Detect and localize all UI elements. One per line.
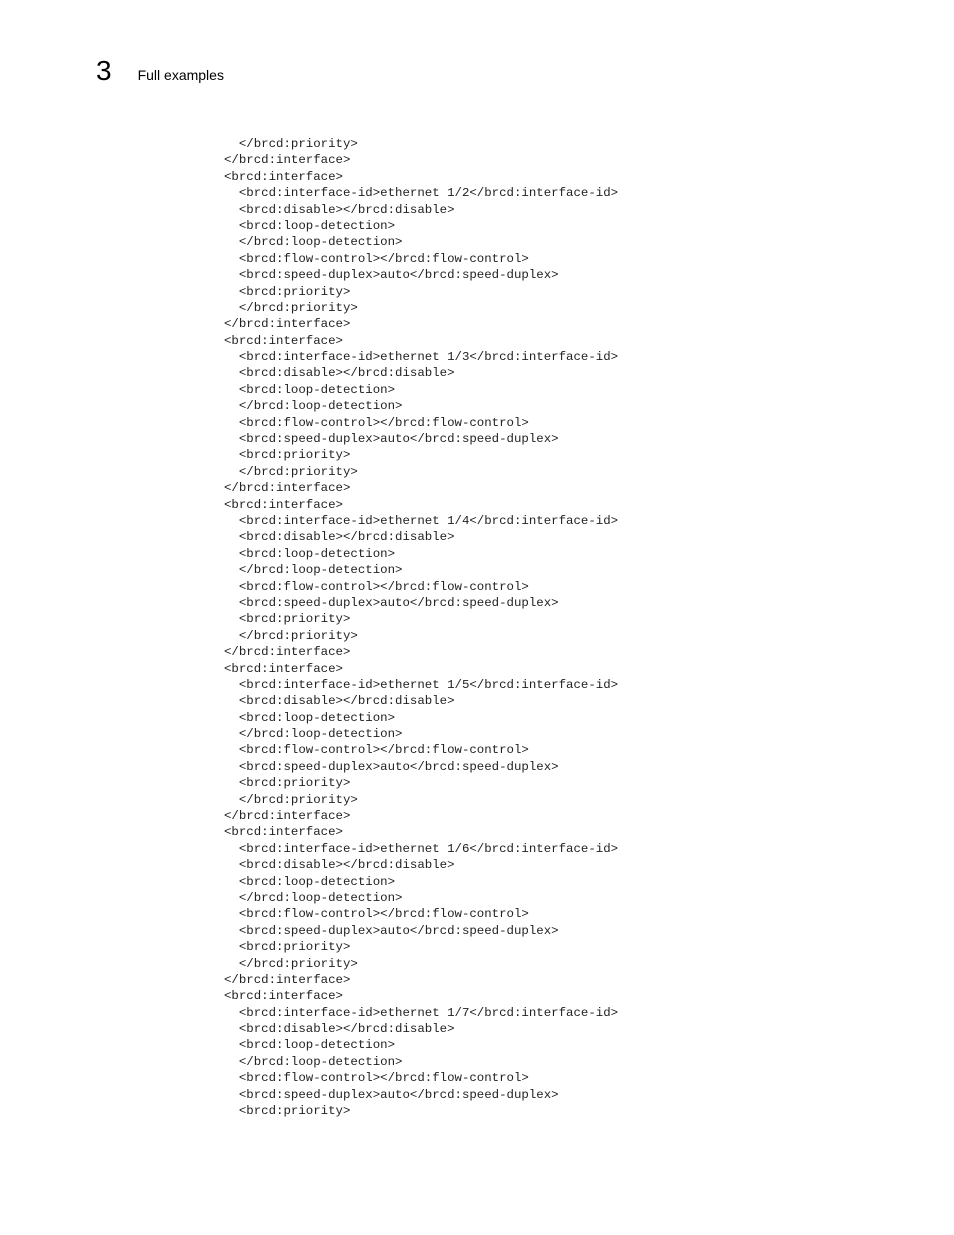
code-line: <brcd:flow-control></brcd:flow-control> [224, 1071, 529, 1086]
code-line: <brcd:interface-id>ethernet 1/6</brcd:interface-id> [224, 841, 619, 856]
code-line: </brcd:interface> [224, 153, 351, 168]
code-line: </brcd:interface> [224, 972, 351, 987]
code-line: <brcd:disable></brcd:disable> [224, 530, 455, 545]
code-line: <brcd:speed-duplex>auto</brcd:speed-duplex> [224, 432, 559, 447]
section-title: Full examples [137, 67, 224, 83]
code-line: <brcd:interface> [224, 333, 343, 348]
code-line: <brcd:flow-control></brcd:flow-control> [224, 251, 529, 266]
code-line: <brcd:speed-duplex>auto</brcd:speed-duplex> [224, 759, 559, 774]
code-line: <brcd:interface> [224, 825, 343, 840]
code-line: <brcd:loop-detection> [224, 382, 396, 397]
code-line: </brcd:priority> [224, 792, 358, 807]
code-line: </brcd:interface> [224, 481, 351, 496]
code-line: <brcd:loop-detection> [224, 874, 396, 889]
code-line: <brcd:speed-duplex>auto</brcd:speed-duplex> [224, 1087, 559, 1102]
code-line: <brcd:priority> [224, 776, 351, 791]
code-line: <brcd:flow-control></brcd:flow-control> [224, 579, 529, 594]
page-header [96, 54, 224, 88]
code-line: <brcd:interface-id>ethernet 1/3</brcd:interface-id> [224, 350, 619, 365]
code-line: <brcd:flow-control></brcd:flow-control> [224, 743, 529, 758]
code-line: <brcd:flow-control></brcd:flow-control> [224, 415, 529, 430]
code-line: </brcd:loop-detection> [224, 1054, 403, 1069]
code-line: <brcd:interface> [224, 497, 343, 512]
code-line: <brcd:interface-id>ethernet 1/5</brcd:interface-id> [224, 677, 619, 692]
code-line: <brcd:speed-duplex>auto</brcd:speed-duplex> [224, 595, 559, 610]
code-line: <brcd:interface-id>ethernet 1/4</brcd:interface-id> [224, 513, 619, 528]
code-line: <brcd:interface> [224, 989, 343, 1004]
code-line: </brcd:loop-detection> [224, 890, 403, 905]
code-line: </brcd:loop-detection> [224, 563, 403, 578]
code-line: <brcd:disable></brcd:disable> [224, 202, 455, 217]
code-line: <brcd:priority> [224, 448, 351, 463]
code-line: <brcd:loop-detection> [224, 710, 396, 725]
code-line: </brcd:loop-detection> [224, 235, 403, 250]
code-line: <brcd:disable></brcd:disable> [224, 1022, 455, 1037]
code-line: <brcd:priority> [224, 612, 351, 627]
code-line: <brcd:priority> [224, 1104, 351, 1119]
code-listing [224, 136, 618, 1119]
code-line: </brcd:loop-detection> [224, 727, 403, 742]
code-line: </brcd:interface> [224, 317, 351, 332]
code-line: <brcd:interface> [224, 169, 343, 184]
code-line: </brcd:priority> [224, 137, 358, 151]
code-line: </brcd:priority> [224, 956, 358, 971]
code-line: <brcd:loop-detection> [224, 218, 396, 233]
code-line: <brcd:disable></brcd:disable> [224, 366, 455, 381]
code-line: <brcd:interface> [224, 661, 343, 676]
code-line: </brcd:priority> [224, 300, 358, 315]
code-line: <brcd:loop-detection> [224, 546, 396, 561]
code-line: <brcd:interface-id>ethernet 1/7</brcd:interface-id> [224, 1005, 619, 1020]
code-line: </brcd:interface> [224, 645, 351, 660]
code-line: <brcd:speed-duplex>auto</brcd:speed-duplex> [224, 268, 559, 283]
code-line: <brcd:loop-detection> [224, 1038, 396, 1053]
code-line: <brcd:interface-id>ethernet 1/2</brcd:interface-id> [224, 186, 619, 201]
code-line: <brcd:disable></brcd:disable> [224, 858, 455, 873]
code-line: <brcd:priority> [224, 284, 351, 299]
code-line: </brcd:priority> [224, 628, 358, 643]
code-line: <brcd:speed-duplex>auto</brcd:speed-duplex> [224, 923, 559, 938]
code-line: </brcd:loop-detection> [224, 399, 403, 414]
code-line: </brcd:interface> [224, 809, 351, 824]
chapter-number: 3 [96, 55, 112, 86]
code-line: <brcd:disable></brcd:disable> [224, 694, 455, 709]
code-line: <brcd:priority> [224, 940, 351, 955]
code-line: </brcd:priority> [224, 464, 358, 479]
code-line: <brcd:flow-control></brcd:flow-control> [224, 907, 529, 922]
